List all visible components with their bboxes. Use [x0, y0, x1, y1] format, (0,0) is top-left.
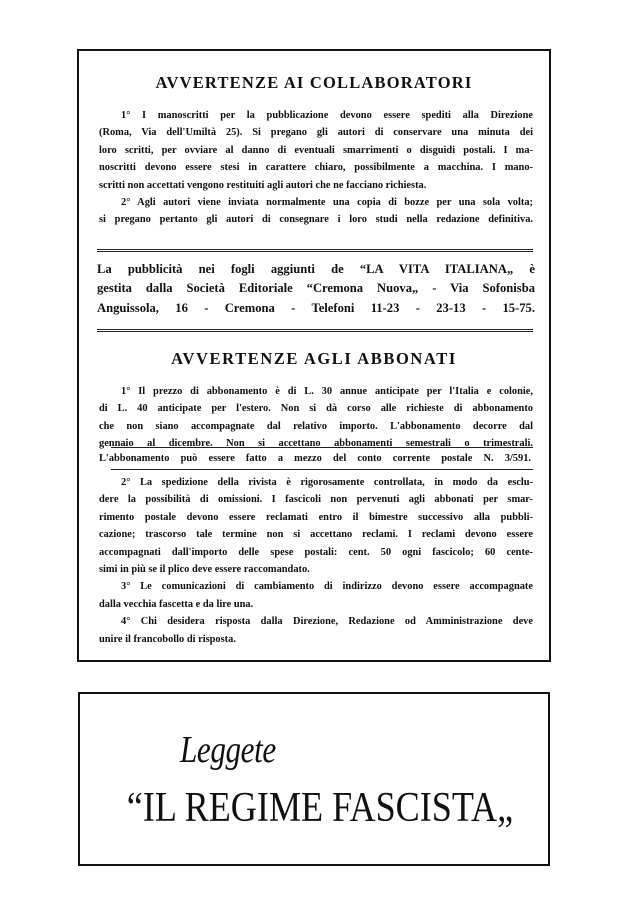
notice-rule-bottom	[111, 469, 533, 470]
text-line: (Roma, Via dell'Umiltà 25). Si pregano gli autori di conservare una minuta dei	[99, 127, 533, 139]
text-line: gestita dalla Società Editoriale “Cremona Nuova„ - Via Sofonisba	[97, 281, 535, 296]
text-line: 1° I manoscritti per la pubblicazione devono essere spediti alla Direzione	[121, 110, 533, 121]
abbonati-heading: AVVERTENZE AGLI ABBONATI	[171, 349, 457, 368]
text-line: noscritti devono essere stesi in carattere chiaro, possibilmente a macchina. I mano-	[99, 162, 533, 174]
section-divider	[97, 249, 533, 252]
text-line: cazione; trascorso tale termine non si accettano reclami. I reclami devono essere	[99, 529, 533, 541]
collaboratori-heading: AVVERTENZE AI COLLABORATORI	[155, 73, 473, 92]
text-line: Anguissola, 16 - Cremona - Telefoni 11-23 - 23-13 - 15-75.	[97, 300, 535, 315]
text-line: 3° Le comunicazioni di cambiamento di indirizzo devono essere accompagnate	[121, 581, 533, 593]
abbonati-text-b	[99, 474, 533, 648]
text-line: 2° La spedizione della rivista è rigorosamente controllata, in modo da esclu-	[121, 477, 533, 488]
text-line: 4° Chi desidera risposta dalla Direzione, Redazione od Amministrazione deve	[121, 616, 533, 628]
collaboratori-text	[99, 107, 533, 229]
pubblicita-notice	[97, 260, 535, 318]
text-line: dalla vecchia fascetta e da lire una.	[99, 598, 254, 610]
regime-fascista-title: “IL REGIME FASCISTA„	[126, 785, 514, 831]
text-line: che non siano accompagnate dal relativo importo. L'abbonamento decorre dal	[99, 420, 533, 432]
text-line: si pregano pertanto gli autori di consegnare i loro studi nella redazione definitiva.	[99, 214, 533, 226]
advert-box	[78, 692, 550, 866]
text-line: di L. 40 anticipate per l'estero. Non si dà corso alle richieste di abbonamento	[99, 403, 533, 415]
leggete-label: Leggete	[180, 729, 276, 771]
abbonati-text-a	[99, 383, 533, 453]
text-line: La pubblicità nei fogli aggiunti de “LA VITA ITALIANA„ è	[97, 262, 535, 276]
text-line: 2° Agli autori viene inviata normalmente una copia di bozze per una sola volta;	[121, 197, 533, 209]
text-line: unire il francobollo di risposta.	[99, 633, 236, 645]
text-line: simi in più se il plico deve essere raccomandato.	[99, 564, 310, 576]
notice-rule-top	[111, 447, 533, 448]
conto-corrente-notice: L'abbonamento può essere fatto a mezzo del conto corrente postale N. 3/591.	[99, 453, 531, 464]
text-line: accompagnati dall'importo delle spese postali: cent. 50 ogni fascicolo; 60 cente-	[99, 546, 533, 558]
text-line: gennaio al dicembre. Non si accettano abbonamenti semestrali o trimestrali.	[99, 438, 533, 450]
section-divider	[97, 329, 533, 332]
text-line: rimento postale devono essere reclamati entro il bimestre successivo alla pubbli-	[99, 511, 533, 523]
text-line: 1° Il prezzo di abbonamento è di L. 30 annue anticipate per l'Italia e colonie,	[121, 386, 533, 397]
text-line: loro scritti, per ovviare al danno di eventuali smarrimenti o disguidi postali. I ma-	[99, 144, 533, 156]
notices-box	[77, 49, 551, 662]
text-line: dere la possibilità di omissioni. I fascicoli non pervenuti agli abbonati per smar-	[99, 494, 533, 506]
text-line: scritti non accettati vengono restituiti agli autori che ne facciano richiesta.	[99, 179, 427, 191]
